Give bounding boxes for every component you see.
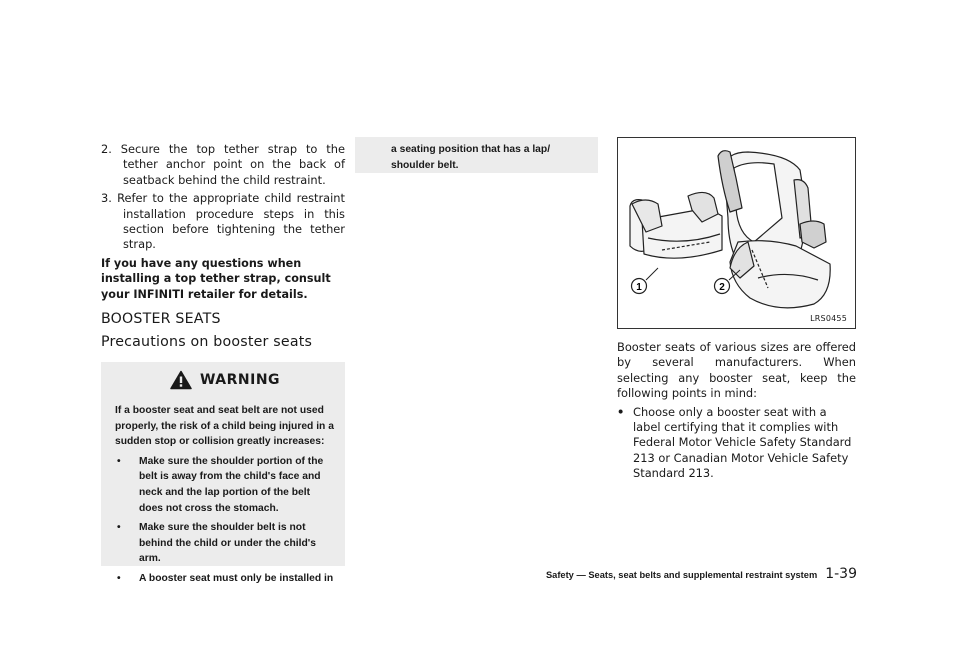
page-footer: [490, 563, 857, 582]
booster-caption: Booster seats of various sizes are offered by several manufacturers. When selecting any booster seat, keep the following points in mind:: [617, 340, 856, 401]
step-item: 2. Secure the top tether strap to the tether anchor point on the back of seatback behind the child restraint.: [101, 142, 345, 187]
section-heading: BOOSTER SEATS: [101, 311, 221, 328]
warning-continuation: a seating position that has a lap/ shoulder belt.: [391, 144, 551, 171]
list-item: • Choose only a booster seat with a label certifying that it complies with Federal Motor Vehicle Safety Standard 213 or Canadian Motor Vehicle Safety Standard 213.: [617, 404, 852, 481]
warning-panel: [101, 362, 345, 584]
booster-seats-illustration: [618, 138, 855, 328]
warning-header: [115, 370, 335, 390]
warning-bullet: • Make sure the shoulder belt is not behind the child or under the child's arm.: [117, 522, 316, 565]
left-column: [101, 142, 345, 584]
subsection-heading: Precautions on booster seats: [101, 334, 313, 351]
callout-1: 1: [636, 282, 642, 293]
warning-intro: If a booster seat and seat belt are not used properly, the risk of a child being injured in a sudden stop or collision greatly increases:: [115, 405, 334, 448]
warning-bullet: • A booster seat must only be installed in: [117, 573, 334, 584]
warning-triangle-icon: [170, 370, 192, 390]
right-column: [617, 137, 856, 482]
booster-seat-figure: [617, 137, 856, 329]
middle-column: [355, 142, 598, 173]
callout-2: 2: [719, 282, 725, 293]
warning-bullet: • Make sure the shoulder portion of the belt is away from the child's face and neck and the lap portion of the belt does not cross the stomach.: [117, 455, 324, 514]
footer-section: Safety — Seats, seat belts and supplemental restraint system: [545, 570, 818, 580]
tether-note: If you have any questions when installing a top tether strap, consult your INFINITI retailer for details.: [101, 256, 331, 301]
step-item: 3. Refer to the appropriate child restraint installation procedure steps in this section before tightening the tether strap.: [101, 191, 345, 252]
page-number: 1-39: [825, 566, 857, 582]
warning-panel-continued: [355, 137, 598, 173]
warning-title: WARNING: [199, 372, 281, 389]
figure-code: LRS0455: [810, 314, 847, 323]
